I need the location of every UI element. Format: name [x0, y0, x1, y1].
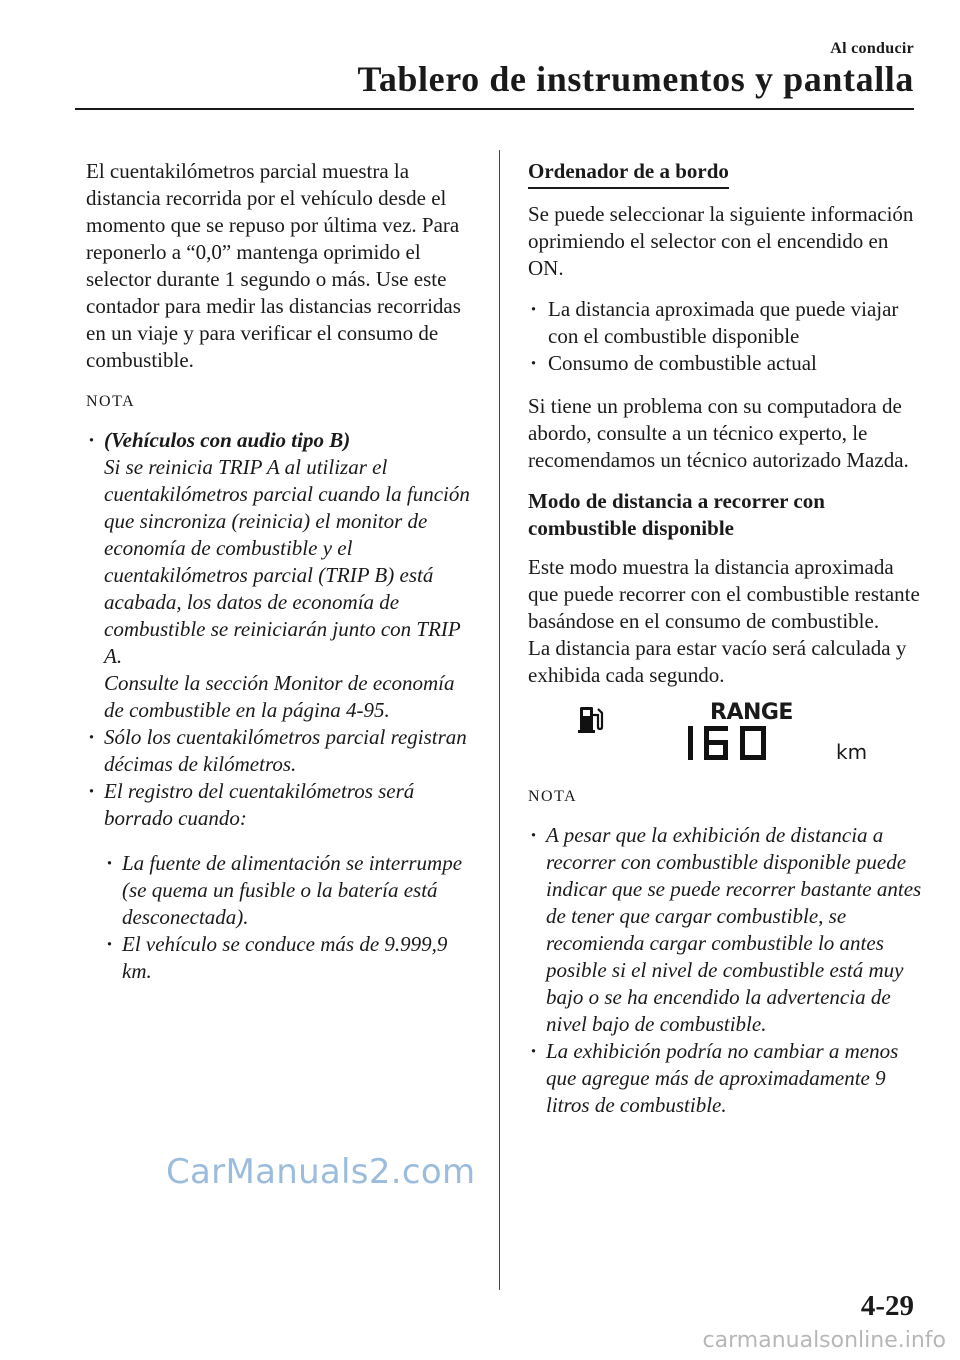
note-item	[86, 724, 478, 778]
fuel-pump-icon	[578, 703, 606, 735]
range-unit: km	[836, 740, 868, 764]
section-heading: Ordenador de a bordo	[528, 158, 729, 189]
info-list	[528, 296, 923, 377]
note-body: Si se reinicia TRIP A al utilizar el cuentakilómetros parcial cuando la función que sincroniza (reinicia) el monitor de economía de combustible y el cuentakilómetros parcial (TRIP B) está acabada, los datos de economía de combustible se reiniciarán junto con TRIP A.	[104, 455, 470, 668]
subsection-heading: Modo de distancia a recorrer con combustible disponible	[528, 489, 825, 540]
sub-list	[104, 850, 478, 985]
section-name: Al conducir	[830, 40, 914, 57]
computer-intro: Se puede seleccionar la siguiente información oprimiendo el selector con el encendido en ON.	[528, 202, 914, 280]
right-column	[528, 158, 923, 1133]
note-label: NOTA	[86, 393, 136, 410]
range-label: RANGE	[710, 700, 793, 725]
info-item: · Consumo de combustible actual	[528, 350, 923, 377]
page-number: 4-29	[860, 1290, 914, 1322]
note-item	[86, 778, 478, 985]
note-text: El registro del cuentakilómetros será borrado cuando:	[104, 779, 415, 830]
column-divider	[499, 150, 500, 1290]
footer-url: carmanualsonline.info	[702, 1328, 946, 1353]
note-item	[86, 427, 478, 724]
trip-meter-intro: El cuentakilómetros parcial muestra la distancia recorrida por el vehículo desde el momento que se repuso por última vez. Para reponerlo a “0,0” mantenga oprimido el selector durante 1 segundo o más. Use este contador para medir las distancias recorridas en un viaje y para verificar el consumo de combustible.	[86, 159, 461, 372]
sub-item: · El vehículo se conduce más de 9.999,9 km.	[104, 931, 478, 985]
note-title: (Vehículos con audio tipo B)	[104, 428, 351, 452]
range-value-digits	[686, 723, 786, 763]
note-list	[86, 427, 478, 985]
problem-text: Si tiene un problema con su computadora de abordo, consulte a un técnico experto, le recomendamos un técnico autorizado Mazda.	[528, 394, 909, 472]
note-label: NOTA	[528, 788, 578, 805]
note-text: Sólo los cuentakilómetros parcial registran décimas de kilómetros.	[104, 725, 467, 776]
header-rule	[75, 108, 914, 110]
mode-description: Este modo muestra la distancia aproximada que puede recorrer con el combustible restante basándose en el consumo de combustible.	[528, 555, 920, 633]
info-item: · La distancia aproximada que puede viajar con el combustible disponible	[528, 296, 923, 350]
mode-description-2: La distancia para estar vacío será calculada y exhibida cada segundo.	[528, 636, 907, 687]
left-column	[86, 158, 478, 999]
page-title: Tablero de instrumentos y pantalla	[357, 59, 914, 99]
sub-item: · La fuente de alimentación se interrumpe (se quema un fusible o la batería está desconectada).	[104, 850, 478, 931]
note-reference: Consulte la sección Monitor de economía de combustible en la página 4-95.	[104, 671, 455, 722]
range-display	[528, 695, 923, 767]
note-item: · La exhibición podría no cambiar a menos que agregue más de aproximadamente 9 litros de combustible.	[528, 1038, 923, 1119]
note-list	[528, 822, 923, 1119]
watermark: CarManuals2.com	[166, 1152, 476, 1192]
note-item: · A pesar que la exhibición de distancia a recorrer con combustible disponible puede indicar que se puede recorrer bastante antes de tener que cargar combustible, se recomienda cargar combustible lo antes posible si el nivel de combustible está muy bajo o se ha encendido la advertencia de nivel bajo de combustible.	[528, 822, 923, 1038]
